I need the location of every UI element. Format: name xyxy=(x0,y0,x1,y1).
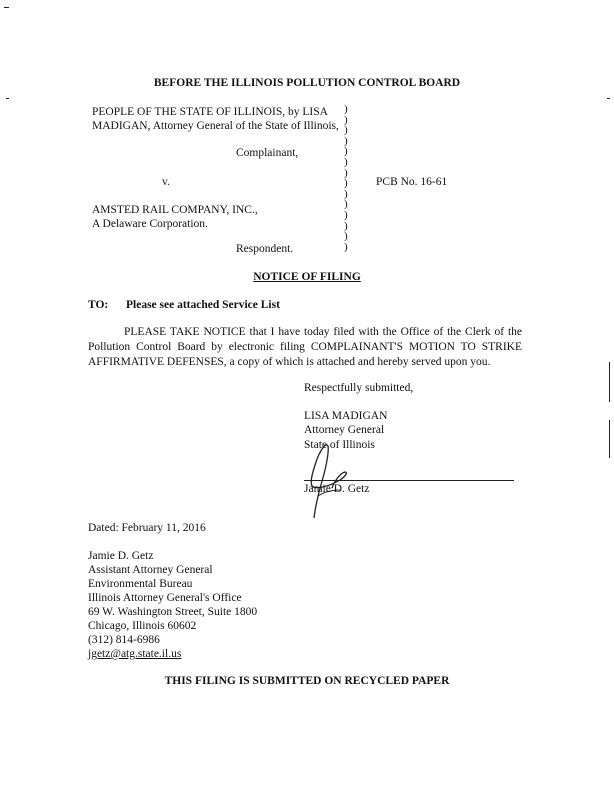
versus-label: v. xyxy=(162,176,170,188)
contact-bureau: Environmental Bureau xyxy=(88,578,193,590)
defendant-line-1: AMSTED RAIL COMPANY, INC., xyxy=(92,204,258,216)
signature-line xyxy=(304,480,514,481)
scan-mark xyxy=(4,7,9,8)
case-number: PCB No. 16-61 xyxy=(376,176,448,188)
scan-mark xyxy=(607,98,610,99)
contact-phone: (312) 814-6986 xyxy=(88,634,160,646)
court-heading: BEFORE THE ILLINOIS POLLUTION CONTROL BOARD xyxy=(153,77,461,89)
plaintiff-line-1: PEOPLE OF THE STATE OF ILLINOIS, by LISA xyxy=(92,106,328,118)
scan-mark xyxy=(609,420,610,458)
to-label: TO: xyxy=(88,299,109,311)
signatory-name: LISA MADIGAN xyxy=(304,410,388,422)
notice-title: NOTICE OF FILING xyxy=(253,271,361,283)
scan-mark xyxy=(6,98,9,99)
defendant-line-2: A Delaware Corporation. xyxy=(92,218,208,230)
signer-name: Jamie D. Getz xyxy=(304,483,370,495)
signatory-title: Attorney General xyxy=(304,424,385,436)
scan-mark xyxy=(609,362,610,402)
complainant-label: Complainant, xyxy=(236,147,299,159)
contact-office: Illinois Attorney General's Office xyxy=(88,592,242,604)
caption-parentheses: ) ) ) ) ) ) ) ) ) ) ) ) ) ) xyxy=(344,103,348,253)
notice-body: PLEASE TAKE NOTICE that I have today filed with the Office of the Clerk of the Pollution Control Board by electronic filing COMPLAINANT'S MOTION TO STRIKE AFFIRMATIVE DEFENSES, a copy of which is attached and hereby served upon you. xyxy=(88,326,522,368)
respondent-label: Respondent. xyxy=(236,243,294,255)
date-line: Dated: February 11, 2016 xyxy=(88,522,206,534)
handwritten-signature xyxy=(296,440,366,522)
contact-address: 69 W. Washington Street, Suite 1800 xyxy=(88,606,258,618)
contact-email-link[interactable]: jgetz@atg.state.il.us xyxy=(88,648,182,660)
plaintiff-line-2: MADIGAN, Attorney General of the State of Illinois, xyxy=(92,120,339,132)
contact-city: Chicago, Illinois 60602 xyxy=(88,620,197,632)
closing: Respectfully submitted, xyxy=(304,382,414,394)
service-list-note: Please see attached Service List xyxy=(126,299,280,311)
contact-name: Jamie D. Getz xyxy=(88,550,154,562)
signatory-state: State of Illinois xyxy=(304,439,375,451)
contact-title: Assistant Attorney General xyxy=(88,564,213,576)
footer-note: THIS FILING IS SUBMITTED ON RECYCLED PAPER xyxy=(164,675,450,687)
